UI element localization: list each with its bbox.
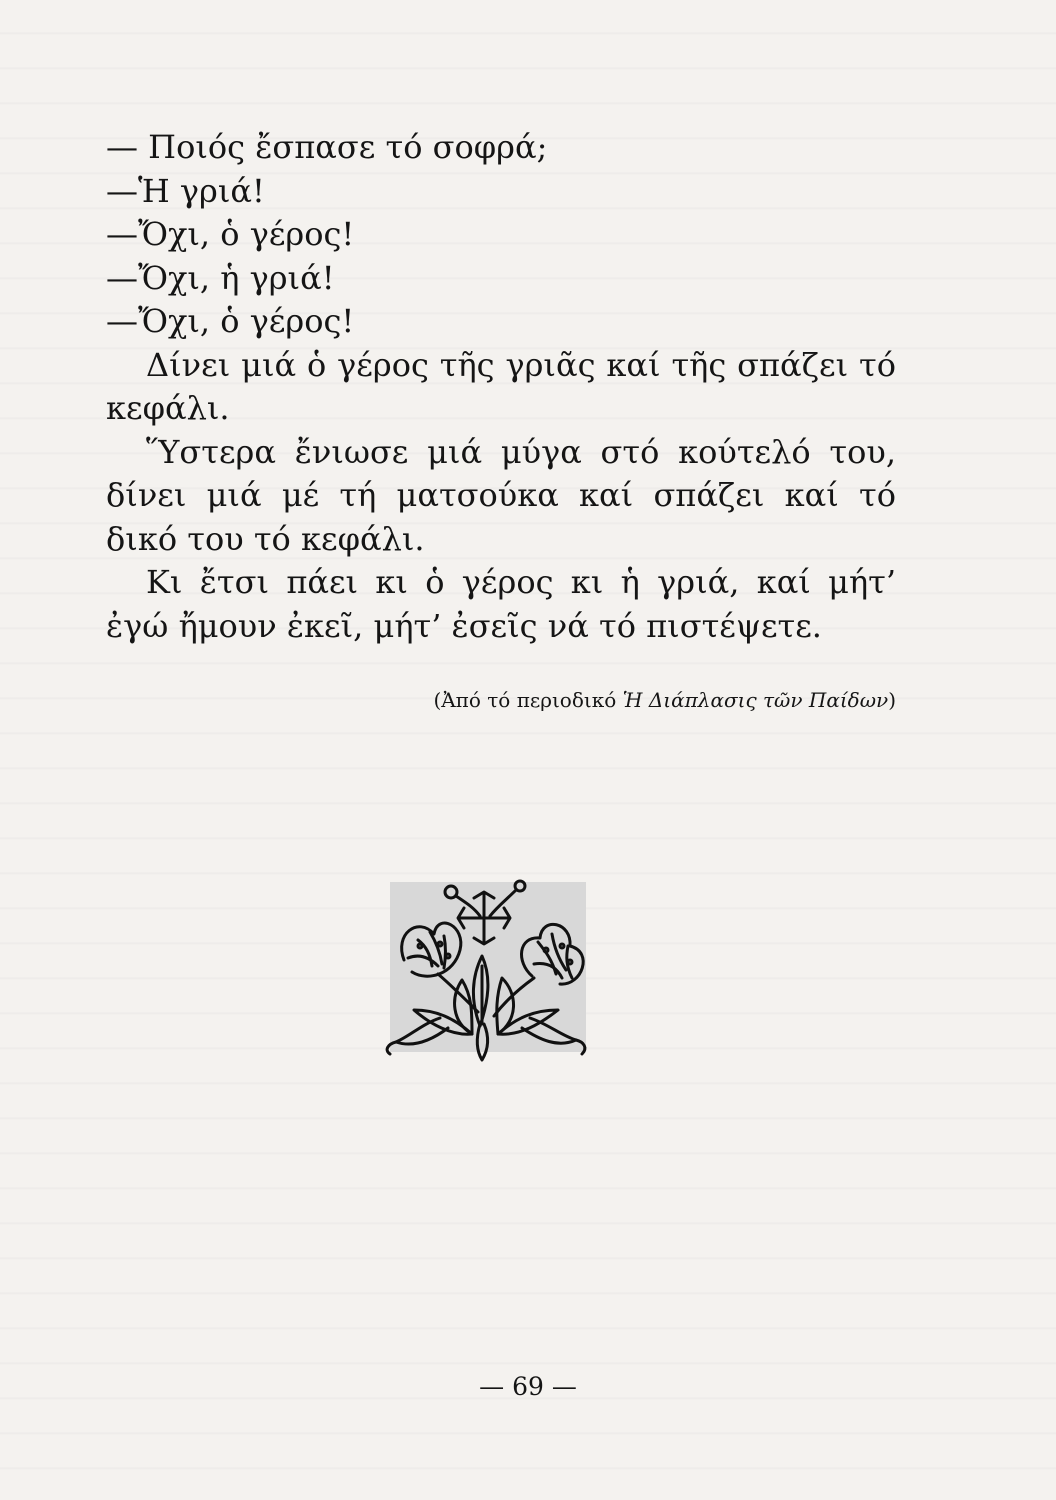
source-suffix: ): [888, 688, 896, 712]
dialogue-line: —Ὄχι, ὁ γέρος!: [106, 215, 355, 253]
source-citation: [433, 686, 896, 714]
dialogue-line: —Ὄχι, ἡ γριά!: [106, 258, 335, 297]
story-text: [106, 126, 896, 648]
page-number: — 69 —: [479, 1372, 577, 1401]
source-title: Ἡ Διάπλασις τῶν Παίδων: [622, 688, 889, 712]
story-paragraph: Δίνει μιά ὁ γέρος τῆς γριᾶς καί τῆς σπάζει τό κεφάλι.: [106, 345, 896, 427]
dialogue-line: —Ἡ γριά!: [106, 171, 265, 210]
dialogue-line: —Ὄχι, ὁ γέρος!: [106, 302, 355, 340]
story-paragraph: Ὕστερα ἔνιωσε μιά μύγα στό κούτελό του, δίνει μιά μέ τή ματσούκα καί σπάζει καί τό δικό του τό κεφάλι.: [106, 432, 896, 558]
dialogue-line: — Ποιός ἔσπασε τό σοφρά;: [106, 128, 548, 166]
story-paragraph: Κι ἔτσι πάει κι ὁ γέρος κι ἡ γριά, καί μήτ’ ἐγώ ἤμουν ἐκεῖ, μήτ’ ἐσεῖς νά τό πιστέψετε.: [106, 563, 896, 645]
floral-cross-ornament: [356, 874, 612, 1066]
source-prefix: (Ἀπό τό περιοδικό: [433, 688, 623, 712]
